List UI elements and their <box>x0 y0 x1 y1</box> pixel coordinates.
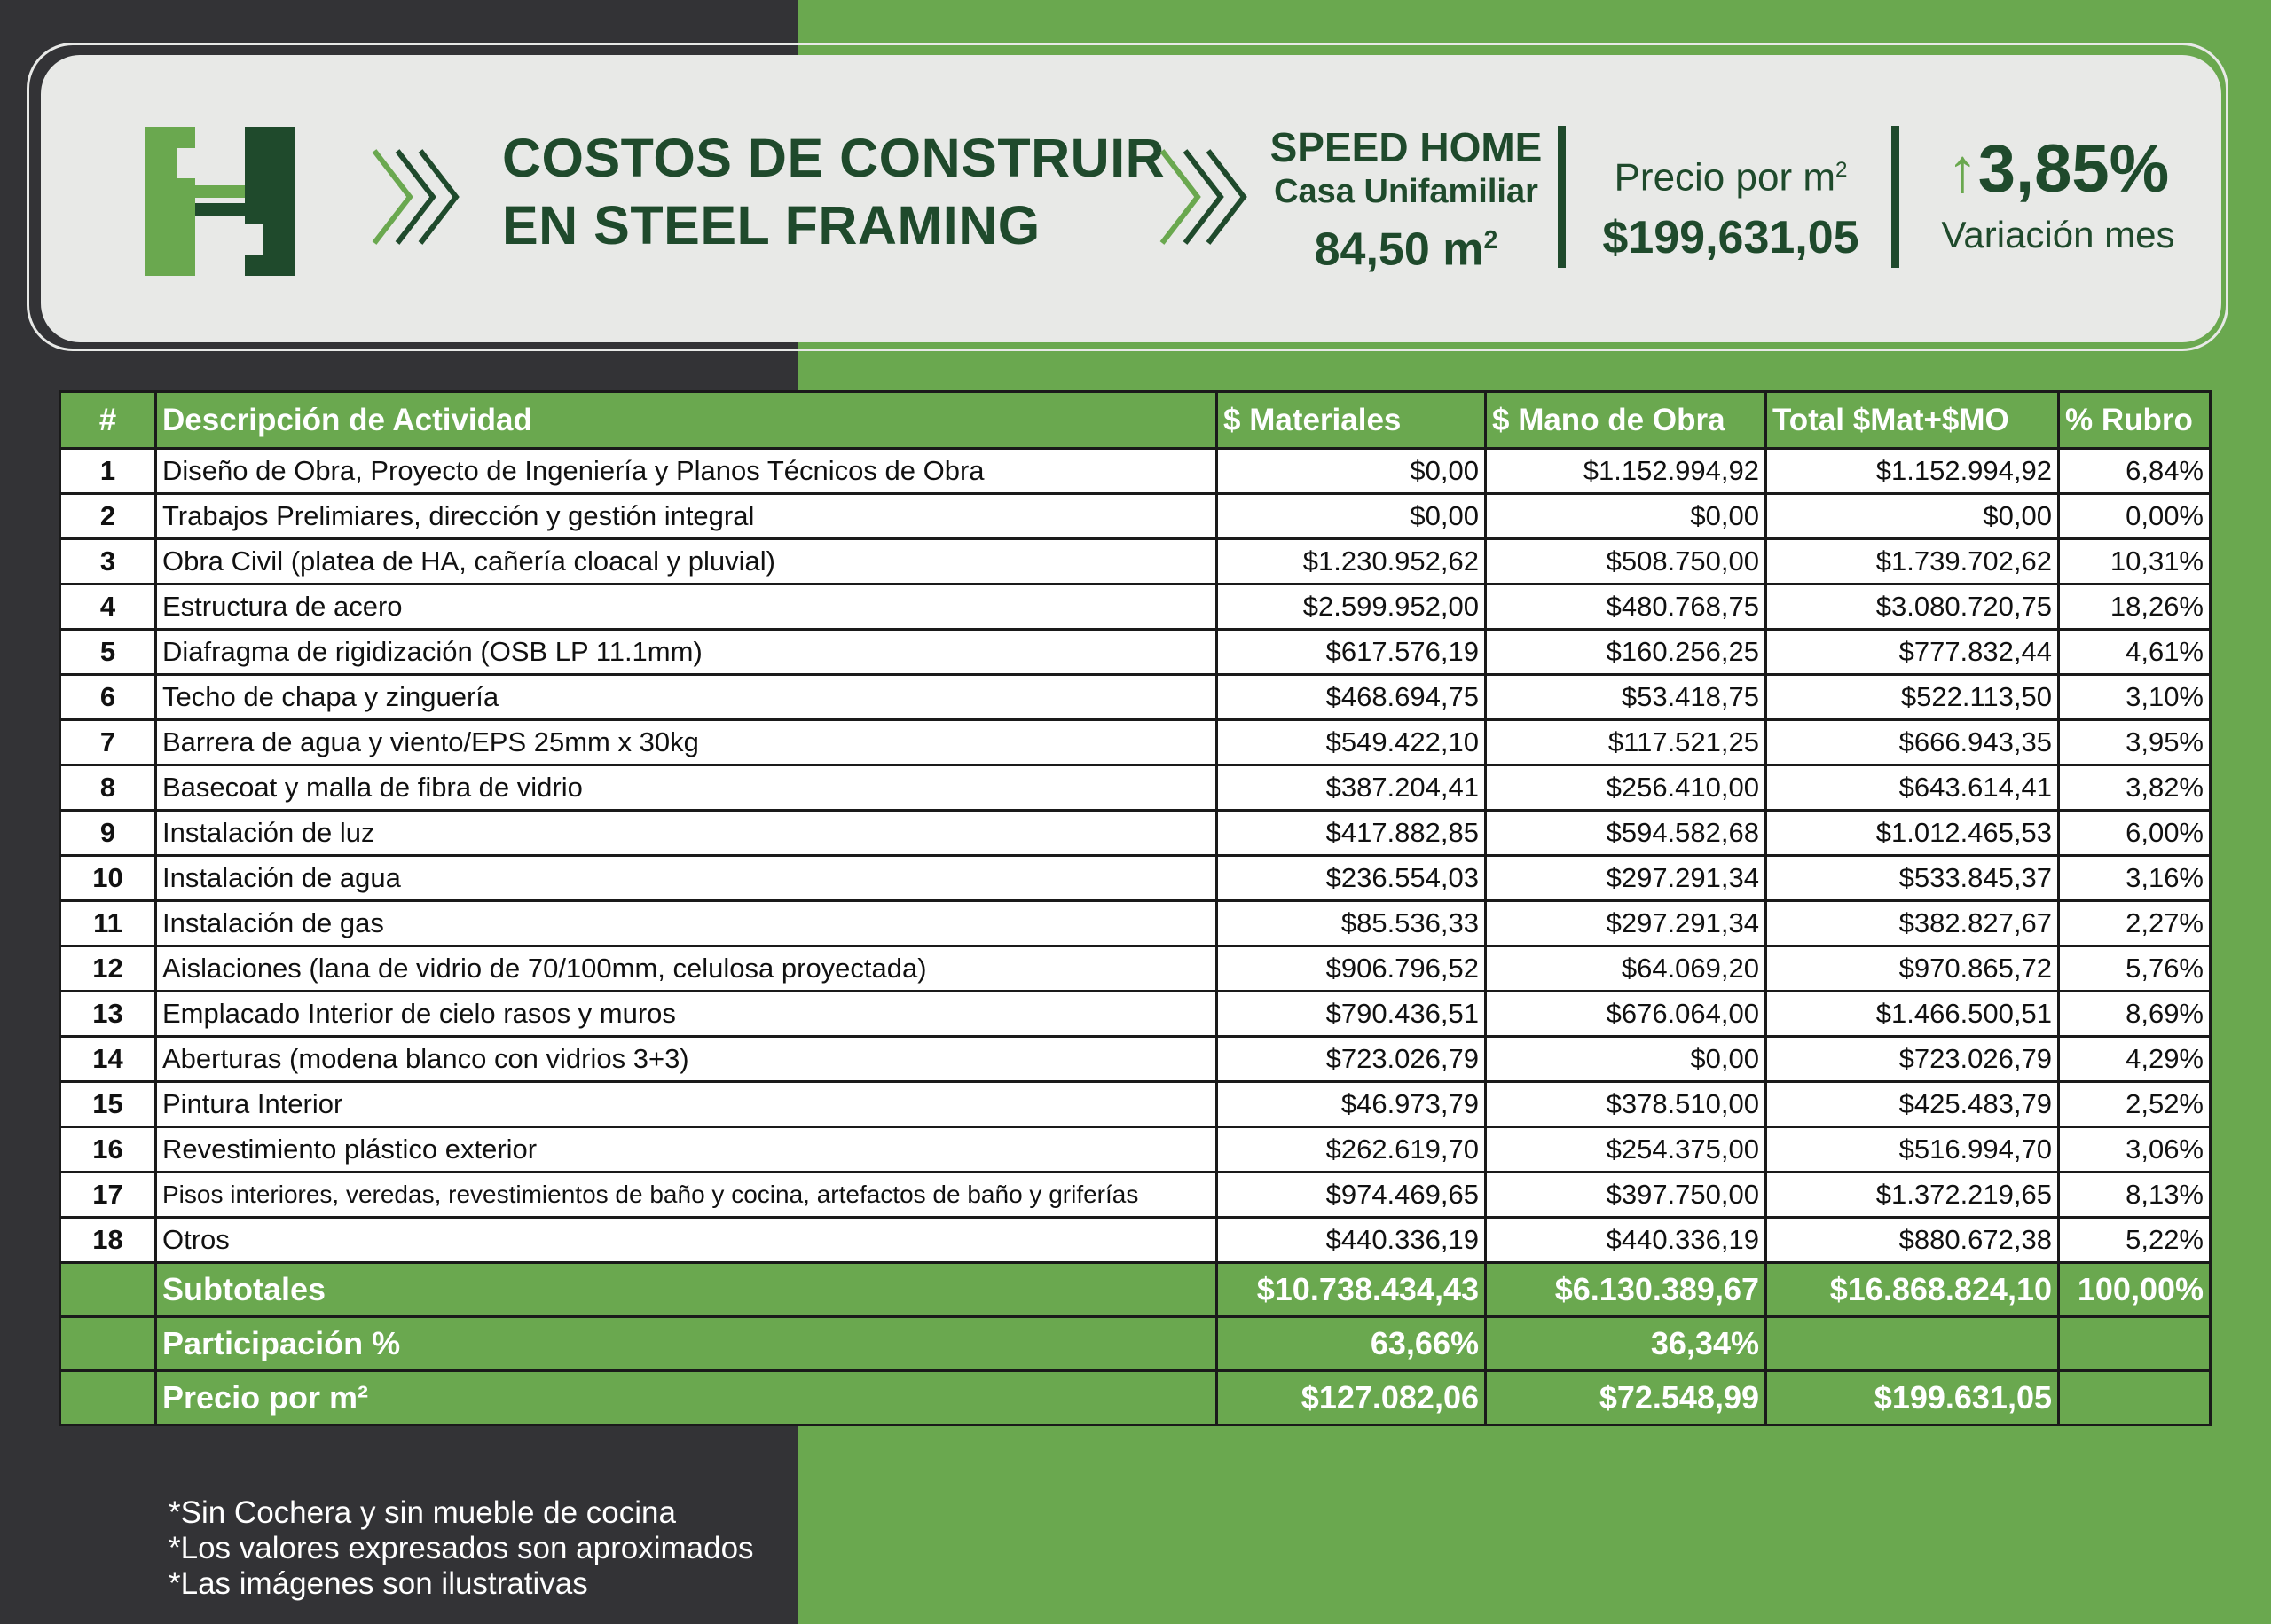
precio-m2-materiales: $127.082,06 <box>1217 1371 1486 1425</box>
title-line-2: EN STEEL FRAMING <box>502 195 1041 255</box>
activity-description: Basecoat y malla de fibra de vidrio <box>156 765 1217 811</box>
variation-info <box>1916 129 2200 260</box>
table-row <box>60 1037 2211 1082</box>
materiales-cell: $974.469,65 <box>1217 1173 1486 1218</box>
mano-obra-cell: $64.069,20 <box>1486 946 1766 992</box>
activity-description: Instalación de luz <box>156 811 1217 856</box>
total-cell: $1.152.994,92 <box>1766 449 2059 494</box>
column-header: Total $Mat+$MO <box>1766 392 2059 449</box>
precio-m2-total: $199.631,05 <box>1766 1371 2059 1425</box>
subtotal-rubro: 100,00% <box>2059 1263 2211 1317</box>
column-header: $ Materiales <box>1217 392 1486 449</box>
rubro-cell: 3,16% <box>2059 856 2211 901</box>
rubro-cell: 6,84% <box>2059 449 2211 494</box>
column-header: # <box>60 392 156 449</box>
row-number: 4 <box>60 584 156 630</box>
table-row <box>60 539 2211 584</box>
rubro-cell: 18,26% <box>2059 584 2211 630</box>
row-number: 18 <box>60 1218 156 1263</box>
subtotal-total: $16.868.824,10 <box>1766 1263 2059 1317</box>
rubro-cell: 3,82% <box>2059 765 2211 811</box>
row-number: 13 <box>60 992 156 1037</box>
total-cell: $666.943,35 <box>1766 720 2059 765</box>
subtotal-row <box>60 1263 2211 1317</box>
empty-cell <box>60 1317 156 1371</box>
column-header: $ Mano de Obra <box>1486 392 1766 449</box>
row-number: 10 <box>60 856 156 901</box>
materiales-cell: $790.436,51 <box>1217 992 1486 1037</box>
row-number: 16 <box>60 1127 156 1173</box>
row-number: 11 <box>60 901 156 946</box>
total-cell: $970.865,72 <box>1766 946 2059 992</box>
total-cell: $516.994,70 <box>1766 1127 2059 1173</box>
materiales-cell: $85.536,33 <box>1217 901 1486 946</box>
activity-description: Estructura de acero <box>156 584 1217 630</box>
row-number: 12 <box>60 946 156 992</box>
mano-obra-cell: $440.336,19 <box>1486 1218 1766 1263</box>
activity-description: Pintura Interior <box>156 1082 1217 1127</box>
mano-obra-cell: $480.768,75 <box>1486 584 1766 630</box>
table-row <box>60 675 2211 720</box>
materiales-cell: $387.204,41 <box>1217 765 1486 811</box>
activity-description: Diafragma de rigidización (OSB LP 11.1mm) <box>156 630 1217 675</box>
model-info <box>1269 122 1544 279</box>
footnote: *Las imágenes son ilustrativas <box>169 1566 588 1601</box>
table-row <box>60 901 2211 946</box>
subtotal-materiales: $10.738.434,43 <box>1217 1263 1486 1317</box>
activity-description: Revestimiento plástico exterior <box>156 1127 1217 1173</box>
activity-description: Aberturas (modena blanco con vidrios 3+3) <box>156 1037 1217 1082</box>
page-title <box>502 124 1165 259</box>
empty-cell <box>60 1371 156 1425</box>
materiales-cell: $0,00 <box>1217 494 1486 539</box>
variation-label: Variación mes <box>1941 214 2175 255</box>
activity-description: Pisos interiores, veredas, revestimientos de baño y cocina, artefactos de baño y griferías <box>156 1173 1217 1218</box>
total-cell: $643.614,41 <box>1766 765 2059 811</box>
total-cell: $880.672,38 <box>1766 1218 2059 1263</box>
row-number: 7 <box>60 720 156 765</box>
price-value: $199,631,05 <box>1602 211 1859 263</box>
model-type: Casa Unifamiliar <box>1274 173 1538 210</box>
activity-description: Emplacado Interior de cielo rasos y muros <box>156 992 1217 1037</box>
total-cell: $382.827,67 <box>1766 901 2059 946</box>
precio-m2-row <box>60 1371 2211 1425</box>
cost-table <box>59 390 2212 1426</box>
rubro-cell: 6,00% <box>2059 811 2211 856</box>
table-row <box>60 1127 2211 1173</box>
participacion-mano-obra: 36,34% <box>1486 1317 1766 1371</box>
total-cell: $522.113,50 <box>1766 675 2059 720</box>
rubro-cell: 0,00% <box>2059 494 2211 539</box>
column-header: Descripción de Actividad <box>156 392 1217 449</box>
footnotes <box>169 1495 754 1602</box>
table-row <box>60 946 2211 992</box>
total-cell: $533.845,37 <box>1766 856 2059 901</box>
row-number: 14 <box>60 1037 156 1082</box>
mano-obra-cell: $53.418,75 <box>1486 675 1766 720</box>
materiales-cell: $723.026,79 <box>1217 1037 1486 1082</box>
footnote: *Los valores expresados son aproximados <box>169 1531 754 1565</box>
activity-description: Aislaciones (lana de vidrio de 70/100mm, celulosa proyectada) <box>156 946 1217 992</box>
rubro-cell: 2,52% <box>2059 1082 2211 1127</box>
rubro-cell: 4,29% <box>2059 1037 2211 1082</box>
table-row <box>60 494 2211 539</box>
participacion-label: Participación % <box>156 1317 1217 1371</box>
materiales-cell: $236.554,03 <box>1217 856 1486 901</box>
rubro-cell: 2,27% <box>2059 901 2211 946</box>
total-cell: $777.832,44 <box>1766 630 2059 675</box>
materiales-cell: $549.422,10 <box>1217 720 1486 765</box>
mano-obra-cell: $297.291,34 <box>1486 856 1766 901</box>
materiales-cell: $262.619,70 <box>1217 1127 1486 1173</box>
mano-obra-cell: $1.152.994,92 <box>1486 449 1766 494</box>
total-cell: $3.080.720,75 <box>1766 584 2059 630</box>
empty-cell <box>60 1263 156 1317</box>
mano-obra-cell: $0,00 <box>1486 1037 1766 1082</box>
activity-description: Instalación de agua <box>156 856 1217 901</box>
materiales-cell: $2.599.952,00 <box>1217 584 1486 630</box>
table-row <box>60 765 2211 811</box>
column-header: % Rubro <box>2059 392 2211 449</box>
rubro-cell: 4,61% <box>2059 630 2211 675</box>
row-number: 2 <box>60 494 156 539</box>
activity-description: Otros <box>156 1218 1217 1263</box>
empty-cell <box>1766 1317 2059 1371</box>
footnote: *Sin Cochera y sin mueble de cocina <box>169 1495 676 1530</box>
total-cell: $0,00 <box>1766 494 2059 539</box>
table-row <box>60 1082 2211 1127</box>
rubro-cell: 10,31% <box>2059 539 2211 584</box>
variation-value: 3,85% <box>1977 131 2170 207</box>
subtotal-mano-obra: $6.130.389,67 <box>1486 1263 1766 1317</box>
table-row <box>60 992 2211 1037</box>
precio-m2-label: Precio por m² <box>156 1371 1217 1425</box>
table-row <box>60 856 2211 901</box>
price-info <box>1584 142 1877 269</box>
mano-obra-cell: $676.064,00 <box>1486 992 1766 1037</box>
rubro-cell: 3,10% <box>2059 675 2211 720</box>
total-cell: $425.483,79 <box>1766 1082 2059 1127</box>
mano-obra-cell: $0,00 <box>1486 494 1766 539</box>
participacion-materiales: 63,66% <box>1217 1317 1486 1371</box>
row-number: 1 <box>60 449 156 494</box>
mano-obra-cell: $256.410,00 <box>1486 765 1766 811</box>
activity-description: Diseño de Obra, Proyecto de Ingeniería y Planos Técnicos de Obra <box>156 449 1217 494</box>
row-number: 9 <box>60 811 156 856</box>
rubro-cell: 8,13% <box>2059 1173 2211 1218</box>
row-number: 17 <box>60 1173 156 1218</box>
total-cell: $1.372.219,65 <box>1766 1173 2059 1218</box>
row-number: 15 <box>60 1082 156 1127</box>
row-number: 3 <box>60 539 156 584</box>
table-row <box>60 1173 2211 1218</box>
materiales-cell: $617.576,19 <box>1217 630 1486 675</box>
rubro-cell: 8,69% <box>2059 992 2211 1037</box>
variation-value-row <box>1916 129 2200 210</box>
mano-obra-cell: $254.375,00 <box>1486 1127 1766 1173</box>
empty-cell <box>2059 1317 2211 1371</box>
rubro-cell: 5,22% <box>2059 1218 2211 1263</box>
rubro-cell: 3,06% <box>2059 1127 2211 1173</box>
activity-description: Barrera de agua y viento/EPS 25mm x 30kg <box>156 720 1217 765</box>
arrow-up-icon: ↑ <box>1946 136 1978 205</box>
model-name: SPEED HOME <box>1269 124 1543 170</box>
title-line-1: COSTOS DE CONSTRUIR <box>502 128 1166 188</box>
materiales-cell: $417.882,85 <box>1217 811 1486 856</box>
divider <box>1891 126 1899 268</box>
rubro-cell: 5,76% <box>2059 946 2211 992</box>
materiales-cell: $468.694,75 <box>1217 675 1486 720</box>
activity-description: Techo de chapa y zinguería <box>156 675 1217 720</box>
materiales-cell: $440.336,19 <box>1217 1218 1486 1263</box>
table-row <box>60 630 2211 675</box>
total-cell: $1.466.500,51 <box>1766 992 2059 1037</box>
chevron-right-icon <box>1159 147 1265 254</box>
materiales-cell: $1.230.952,62 <box>1217 539 1486 584</box>
table-row <box>60 1218 2211 1263</box>
steel-frame-logo <box>145 127 295 276</box>
table-header-row <box>60 392 2211 449</box>
model-area: 84,50 $m^2$ <box>1314 224 1498 276</box>
row-number: 6 <box>60 675 156 720</box>
divider <box>1558 126 1566 268</box>
table-row <box>60 584 2211 630</box>
activity-description: Obra Civil (platea de HA, cañería cloacal y pluvial) <box>156 539 1217 584</box>
table-row <box>60 811 2211 856</box>
mano-obra-cell: $160.256,25 <box>1486 630 1766 675</box>
materiales-cell: $0,00 <box>1217 449 1486 494</box>
price-label: Precio por $m^2$ <box>1614 155 1848 200</box>
chevron-right-icon <box>371 147 477 254</box>
table-row <box>60 720 2211 765</box>
mano-obra-cell: $117.521,25 <box>1486 720 1766 765</box>
subtotal-label: Subtotales <box>156 1263 1217 1317</box>
row-number: 5 <box>60 630 156 675</box>
empty-cell <box>2059 1371 2211 1425</box>
table-row <box>60 449 2211 494</box>
rubro-cell: 3,95% <box>2059 720 2211 765</box>
mano-obra-cell: $594.582,68 <box>1486 811 1766 856</box>
precio-m2-mano-obra: $72.548,99 <box>1486 1371 1766 1425</box>
materiales-cell: $906.796,52 <box>1217 946 1486 992</box>
participacion-row <box>60 1317 2211 1371</box>
activity-description: Trabajos Prelimiares, dirección y gestión integral <box>156 494 1217 539</box>
total-cell: $723.026,79 <box>1766 1037 2059 1082</box>
mano-obra-cell: $508.750,00 <box>1486 539 1766 584</box>
activity-description: Instalación de gas <box>156 901 1217 946</box>
mano-obra-cell: $397.750,00 <box>1486 1173 1766 1218</box>
total-cell: $1.739.702,62 <box>1766 539 2059 584</box>
materiales-cell: $46.973,79 <box>1217 1082 1486 1127</box>
total-cell: $1.012.465,53 <box>1766 811 2059 856</box>
mano-obra-cell: $297.291,34 <box>1486 901 1766 946</box>
mano-obra-cell: $378.510,00 <box>1486 1082 1766 1127</box>
row-number: 8 <box>60 765 156 811</box>
